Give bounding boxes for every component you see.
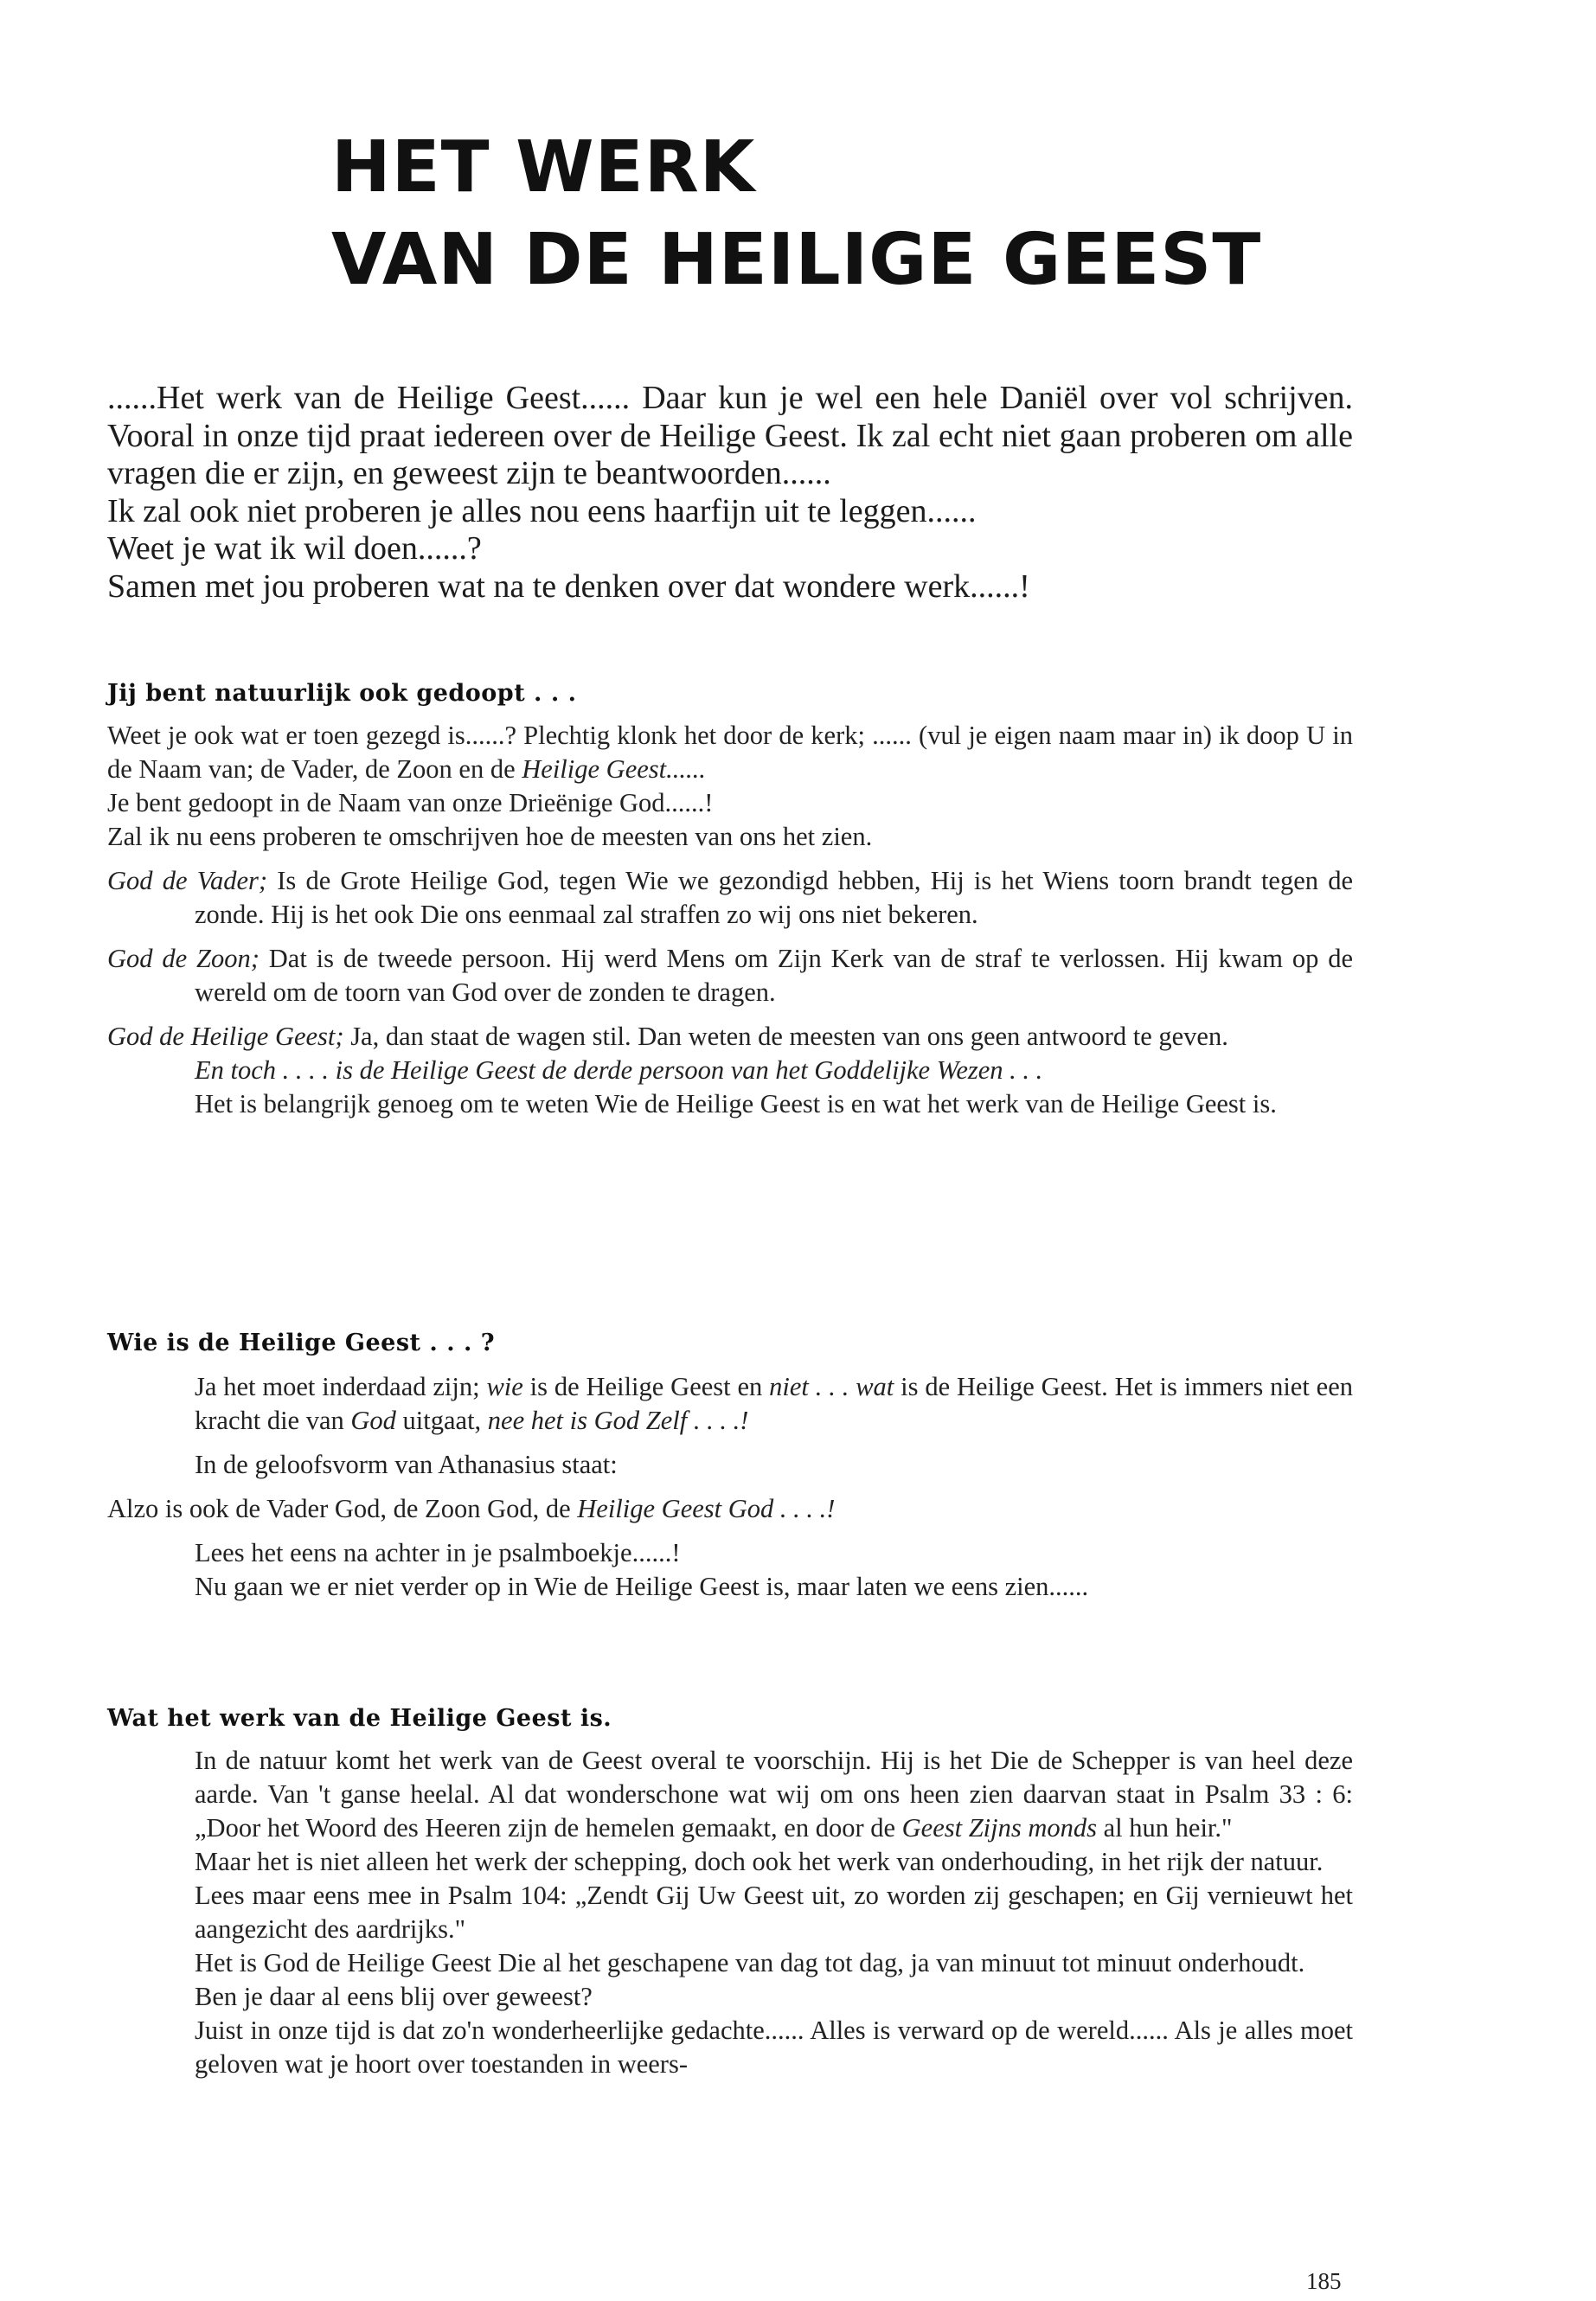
athanasius-paragraph: In de geloofsvorm van Athanasius staat:: [195, 1450, 618, 1479]
intro-paragraph-2: Ik zal ook niet proberen je alles nou eens haarfijn uit te leggen......: [107, 492, 977, 529]
alzo-text: Alzo is ook de Vader God, de Zoon God, de: [107, 1494, 578, 1523]
god-de-zoon-text: Dat is de tweede persoon. Hij werd Mens om Zijn Kerk van de straf te verlossen. Hij kwam op de wereld om de toorn van God over de zonden te dragen.: [195, 944, 1353, 1007]
page-title: [331, 121, 1261, 306]
title-line-2: VAN DE HEILIGE GEEST: [331, 219, 1262, 301]
blij-paragraph: Ben je daar al eens blij over geweest?: [195, 1982, 593, 2011]
omschrijven-paragraph: Zal ik nu eens proberen te omschrijven hoe de meesten van ons het zien.: [107, 822, 873, 851]
natuur-text-c: al hun heir.": [1097, 1813, 1233, 1843]
god-de-vader-label: God de Vader;: [107, 866, 268, 895]
god-emphasis: God: [350, 1406, 396, 1435]
doop-text: Weet je ook wat er toen gezegd is......? Plechtig klonk het door de kerk; ...... (vul je eigen naam maar in) ik doop U in de Naam van; de Vader, de Zoon en de: [107, 721, 1353, 784]
alzo-paragraph: [107, 1492, 1353, 1526]
page-number: 185: [1306, 2268, 1342, 2294]
psalmboekje-paragraph: Lees het eens na achter in je psalmboekje......!: [195, 1538, 681, 1567]
god-de-vader-paragraph: [107, 864, 1353, 932]
en-toch-text: En toch . . . . is de Heilige Geest de derde persoon van het Goddelijke Wezen . . .: [195, 1055, 1043, 1085]
title-line-1: HET WERK: [331, 126, 756, 208]
intro-paragraph-3: Weet je wat ik wil doen......?: [107, 530, 482, 567]
intro-paragraph-1: ......Het werk van de Heilige Geest...... Daar kun je wel een hele Daniël over vol schrijven. Vooral in onze tijd praat iedereen over de Heilige Geest. Ik zal echt niet gaan proberen om alle vragen die er zijn, en geweest zijn te beantwoorden......: [107, 380, 1353, 491]
section-heading-wie-is: Wie is de Heilige Geest . . . ?: [107, 1330, 496, 1356]
god-de-zoon-label: God de Zoon;: [107, 944, 260, 973]
god-de-zoon-paragraph: [107, 942, 1353, 1009]
god-de-vader-text: Is de Grote Heilige God, tegen Wie we gezondigd hebben, Hij is het Wiens toorn brandt tegen de zonde. Hij is het ook Die ons eenmaal zal straffen zo wij ons niet bekeren.: [195, 866, 1353, 929]
wie-text-d: uitgaat,: [395, 1406, 488, 1435]
natuur-paragraph: [107, 1744, 1353, 1845]
wie-text-c: is de Heilige Geest. Het is immers niet een kracht die van: [195, 1372, 1353, 1435]
section-werk: [107, 1702, 1353, 2081]
section-heading-gedoopt: Jij bent natuurlijk ook gedoopt . . .: [107, 680, 577, 707]
en-toch-paragraph: [107, 1054, 1353, 1087]
natuur-text-a: In de natuur komt het werk van de Geest overal te voorschijn. Hij is het Die de Schepper is van heel deze aarde. Van 't ganse heelal. Al dat wonderschone wat wij om ons heen zien daarvan staat in Psalm 33 : 6: „Door het Woord des Heeren zijn de hemelen gemaakt, en door de: [195, 1746, 1353, 1843]
alzo-emphasis: Heilige Geest God . . . .!: [577, 1494, 836, 1523]
wie-text-b: is de Heilige Geest en: [522, 1372, 770, 1401]
wie-text-a: Ja het moet inderdaad zijn;: [195, 1372, 487, 1401]
wie-paragraph: [107, 1370, 1353, 1438]
psalm-104-paragraph: Lees maar eens mee in Psalm 104: „Zendt Gij Uw Geest uit, zo worden zij geschapen; en Gij vernieuwt het aangezicht des aardrijks.": [195, 1881, 1353, 1944]
nee-emphasis: nee het is God Zelf . . . .!: [487, 1406, 749, 1435]
doop-emphasis: Heilige Geest......: [522, 754, 706, 784]
section-wie-is: [107, 1326, 1353, 1604]
doop-paragraph: [107, 719, 1353, 786]
wie-emphasis: wie: [486, 1372, 523, 1401]
section-heading-werk: Wat het werk van de Heilige Geest is.: [107, 1705, 612, 1732]
verder-paragraph: Nu gaan we er niet verder op in Wie de Heilige Geest is, maar laten we eens zien......: [195, 1572, 1089, 1601]
onderhouding-paragraph: Maar het is niet alleen het werk der schepping, doch ook het werk van onderhouding, in het rijk der natuur.: [195, 1847, 1324, 1876]
god-de-heilige-geest-text: Ja, dan staat de wagen stil. Dan weten de meesten van ons geen antwoord te geven.: [343, 1022, 1228, 1051]
intro-section: [107, 380, 1353, 606]
intro-paragraph-4: Samen met jou proberen wat na te denken over dat wondere werk......!: [107, 567, 1030, 605]
geschapene-paragraph: Het is God de Heilige Geest Die al het geschapene van dag tot dag, ja van minuut tot minuut onderhoudt.: [195, 1948, 1305, 1977]
geest-zijns-monds-emphasis: Geest Zijns monds: [901, 1813, 1098, 1843]
god-de-heilige-geest-label: God de Heilige Geest;: [107, 1022, 344, 1051]
niet-wat-emphasis: niet . . . wat: [769, 1372, 894, 1401]
belangrijk-paragraph: Het is belangrijk genoeg om te weten Wie de Heilige Geest is en wat het werk van de Heilige Geest is.: [195, 1089, 1277, 1118]
god-de-heilige-geest-paragraph: [107, 1020, 1353, 1054]
onze-tijd-paragraph: Juist in onze tijd is dat zo'n wonderheerlijke gedachte...... Alles is verward op de wereld...... Als je alles moet geloven wat je hoort over toestanden in weers-: [195, 2016, 1353, 2079]
section-gedoopt: [107, 676, 1353, 1121]
drieenige-paragraph: Je bent gedoopt in de Naam van onze Drieënige God......!: [107, 788, 714, 817]
